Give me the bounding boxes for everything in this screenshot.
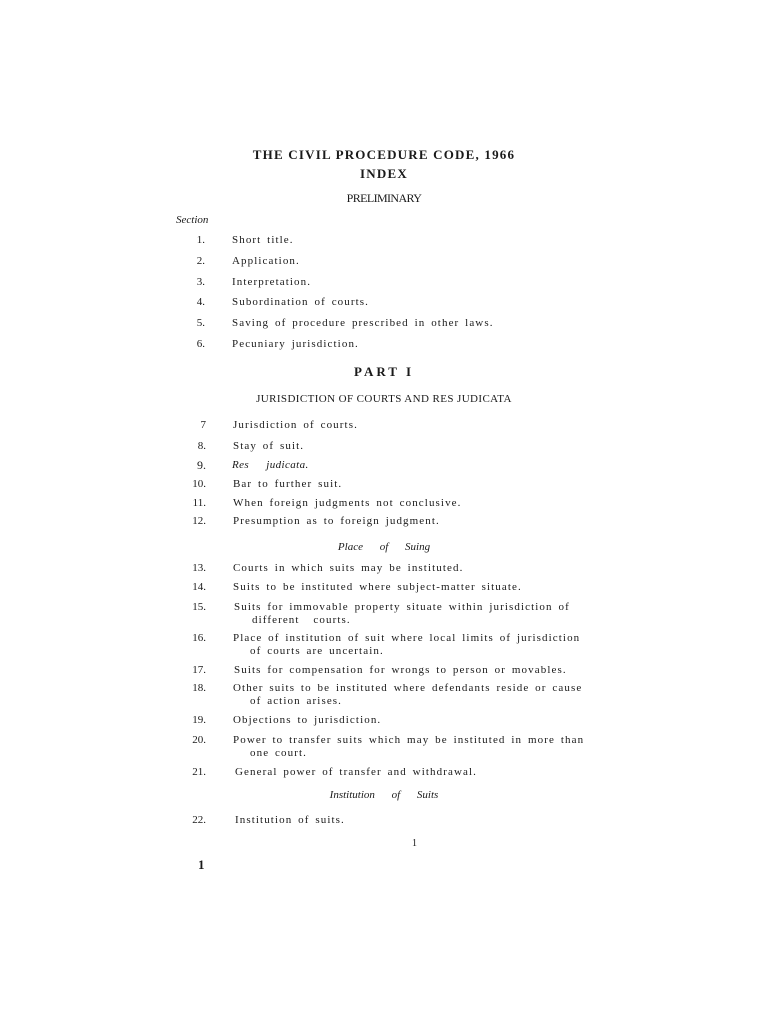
section-title: Jurisdiction of courts. (233, 419, 358, 431)
part-title: PART I (353, 364, 415, 379)
section-number: 12. (192, 515, 206, 527)
section-number: 19. (192, 714, 206, 726)
section-title-continuation: one court. (250, 747, 307, 759)
section-title: Subordination of courts. (232, 296, 370, 308)
section-number: 15. (192, 601, 206, 613)
section-number: 5. (196, 317, 205, 329)
section-title: Bar to further suit. (233, 478, 343, 490)
section-title: Suits for compensation for wrongs to person or movables. (234, 664, 567, 676)
section-number: 21. (192, 766, 206, 778)
section-number: 11. (192, 497, 206, 509)
section-title: Suits to be instituted where subject-matter situate. (233, 581, 522, 593)
section-title: Courts in which suits may be instituted. (233, 562, 464, 574)
section-number: 7 (200, 419, 206, 431)
section-title: Res judicata. (232, 459, 309, 471)
section-number: 4. (196, 296, 205, 308)
section-label: Section (176, 214, 209, 226)
part-heading: JURISDICTION OF COURTS AND RES JUDICATA (256, 393, 512, 405)
section-title-continuation: of action arises. (250, 695, 343, 707)
section-number: 2. (196, 255, 205, 267)
section-number: 10. (192, 478, 206, 490)
document-title: THE CIVIL PROCEDURE CODE, 1966 (252, 147, 516, 162)
section-number: 14. (192, 581, 206, 593)
section-title: Interpretation. (232, 276, 312, 288)
section-number: 6. (196, 338, 205, 350)
section-number: 17. (192, 664, 206, 676)
section-title: Application. (232, 255, 300, 267)
section-number: 3. (196, 276, 205, 288)
section-title: Suits for immovable property situate within jurisdiction of (234, 601, 570, 613)
section-title: Place of institution of suit where local limits of jurisdiction (233, 632, 581, 644)
section-title: Other suits to be instituted where defendants reside or cause (233, 682, 583, 694)
section-title: Stay of suit. (233, 440, 305, 452)
section-title: Power to transfer suits which may be instituted in more than (233, 734, 585, 746)
section-title: Institution of suits. (235, 814, 345, 826)
section-title: Objections to jurisdiction. (233, 714, 382, 726)
section-title-continuation: of courts are uncertain. (250, 645, 384, 657)
section-title-continuation: different courts. (252, 614, 351, 626)
section-title: Presumption as to foreign judgment. (233, 515, 440, 527)
section-number: 8. (197, 440, 206, 452)
section-number: 22. (192, 814, 206, 826)
subsection-heading: Institution of Suits (329, 789, 439, 801)
page-number: 1 (412, 838, 417, 849)
section-title: Saving of procedure prescribed in other laws. (232, 317, 494, 329)
section-title: When foreign judgments not conclusive. (233, 497, 462, 509)
section-number: 16. (192, 632, 206, 644)
section-number: 1. (196, 234, 205, 246)
index-heading: INDEX (360, 166, 408, 181)
section-number: 13. (192, 562, 206, 574)
subsection-heading: Place of Suing (337, 541, 431, 553)
section-number: 20. (192, 734, 206, 746)
section-title: Pecuniary jurisdiction. (232, 338, 359, 350)
bottom-page-marker: 1 (198, 857, 205, 872)
section-number: 18. (192, 682, 206, 694)
section-title: General power of transfer and withdrawal. (235, 766, 478, 778)
preliminary-heading: PRELIMINARY (346, 191, 422, 205)
section-number: 9. (197, 458, 206, 472)
section-title: Short title. (232, 234, 294, 246)
